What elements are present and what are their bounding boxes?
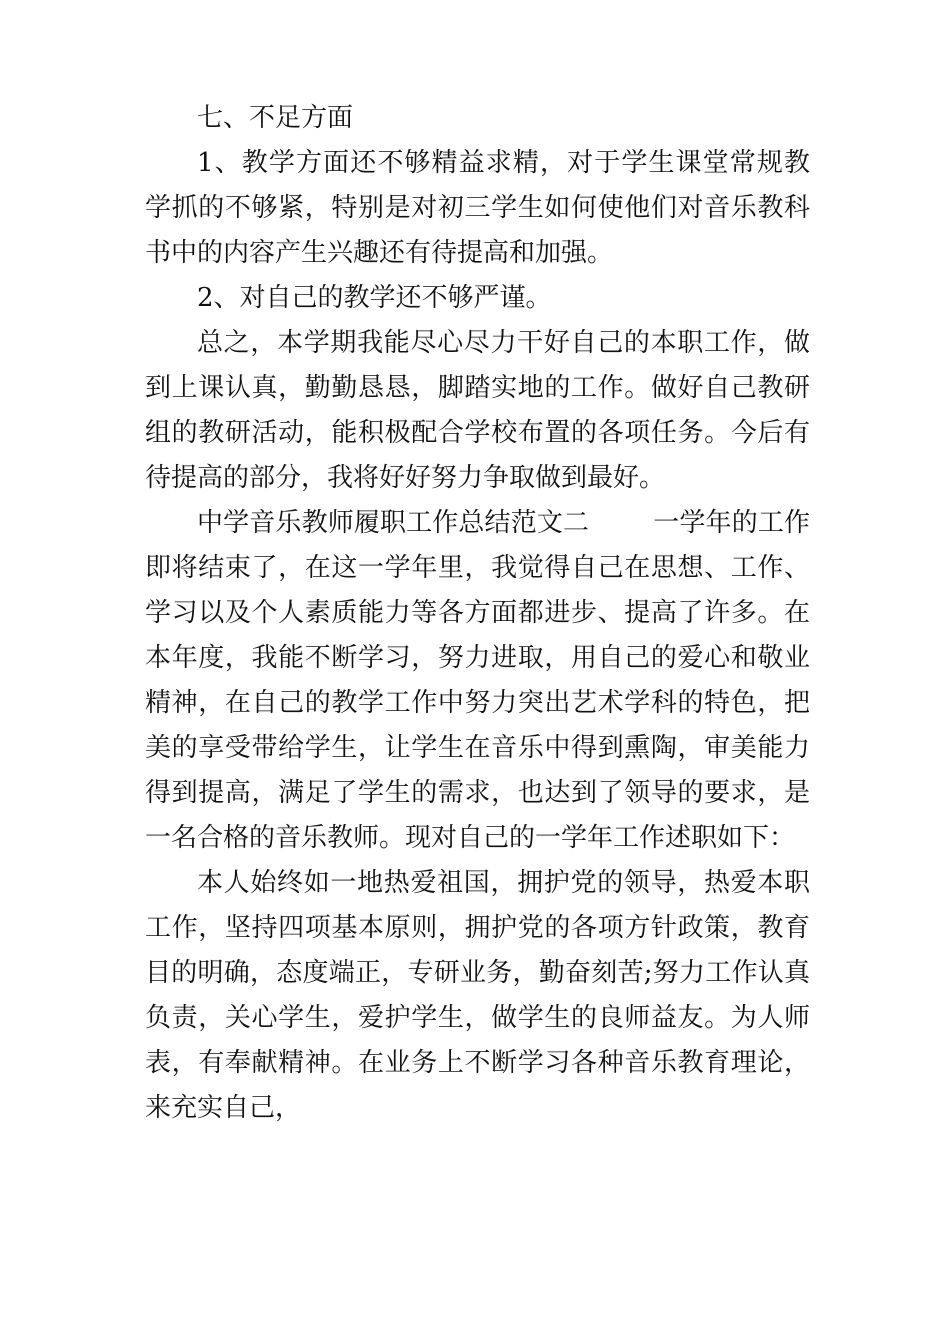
paragraph-rigor: 2、对自己的教学还不够严谨。 [197, 283, 552, 313]
article-two-opening: 一学年的工作即将结束了，在这一学年里，我觉得自己在思想、工作、学习以及个人素质能力等各方面都进步、提高了许多。在本年度，我能不断学习，努力进取，用自己的爱心和敬业精神，在自己的教学工作中努力突出艺术学科的特色，把美的享受带给学生，让学生在音乐中得到熏陶，审美能力得到提高，满足了学生的需求，也达到了领导的要求，是一名合格的音乐教师。现对自己的一学年工作述职如下： [145, 508, 810, 853]
section-heading: 七、不足方面 [197, 103, 354, 133]
paragraph-article-two [145, 501, 810, 861]
document-body [145, 96, 810, 1131]
paragraph-teaching-shortcomings: 1、教学方面还不够精益求精，对于学生课堂常规教学抓的不够紧，特别是对初三学生如何使他们对音乐教科书中的内容产生兴趣还有待提高和加强。 [145, 148, 810, 268]
paragraph-closing: 本人始终如一地热爱祖国，拥护党的领导，热爱本职工作，坚持四项基本原则，拥护党的各项方针政策，教育目的明确，态度端正，专研业务，勤奋刻苦;努力工作认真负责，关心学生，爱护学生，做学生的良师益友。为人师表，有奉献精神。在业务上不断学习各种音乐教育理论，来充实自己， [145, 868, 810, 1123]
article-two-title: 中学音乐教师履职工作总结范文二 [197, 508, 590, 538]
paragraph-summary: 总之，本学期我能尽心尽力干好自己的本职工作，做到上课认真，勤勤恳恳，脚踏实地的工作。做好自己教研组的教研活动，能积极配合学校布置的各项任务。今后有待提高的部分，我将好好努力争取做到最好。 [145, 328, 810, 493]
